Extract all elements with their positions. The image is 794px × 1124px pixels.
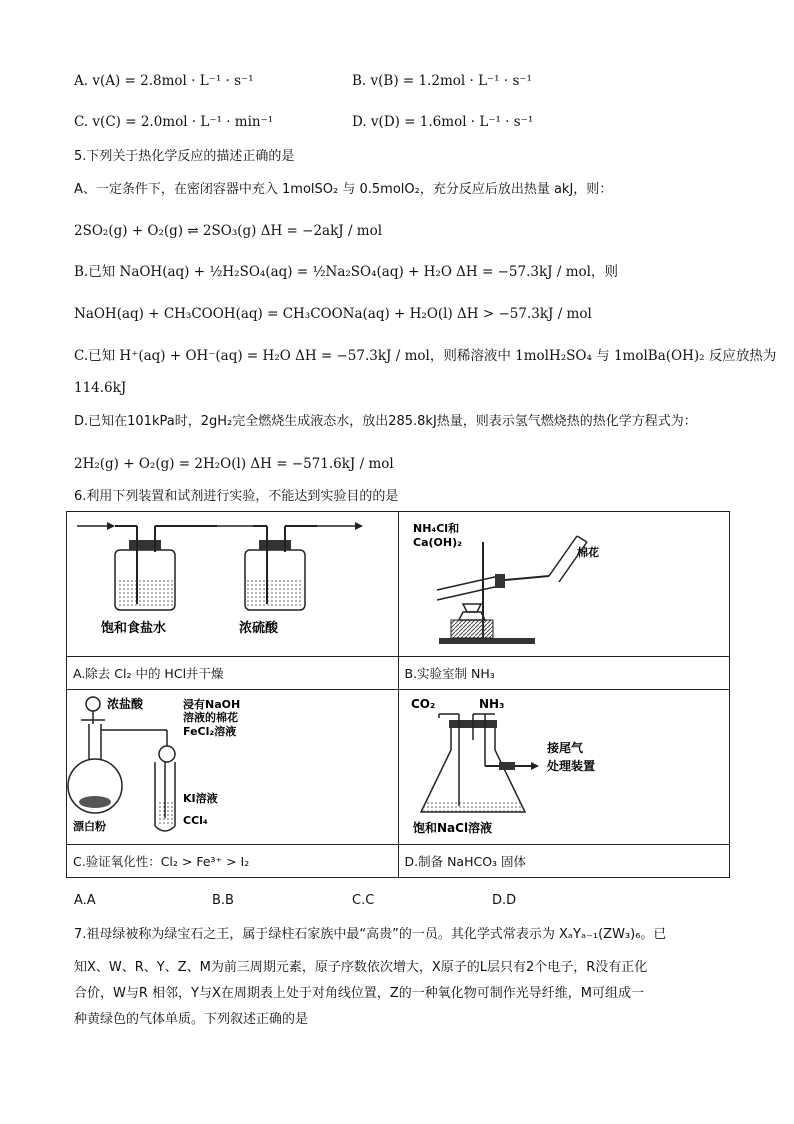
figure-b-cell <box>398 512 730 657</box>
label-naoh-cotton-2: 溶液的棉花 <box>183 711 238 724</box>
label-tail-gas-1: 接尾气 <box>546 741 583 755</box>
q4-option-c: C. v(C) = 2.0mol · L⁻¹ · min⁻¹ <box>74 114 274 130</box>
figure-c-caption: C.验证氧化性：Cl₂ > Fe³⁺ > I₂ <box>67 845 399 878</box>
q6-answer-a: A.A <box>74 893 96 908</box>
q7-line-1: 7.祖母绿被称为绿宝石之王，属于绿柱石家族中最“高贵”的一员。其化学式常表示为 XₐYₐ₋₁(ZW₃)₆。已 <box>74 927 667 942</box>
figure-a-gas-washing-bottles <box>67 512 397 652</box>
q4-option-a: A. v(A) = 2.8mol · L⁻¹ · s⁻¹ <box>74 73 254 89</box>
q5-option-b-equation: NaOH(aq) + CH₃COOH(aq) = CH₃COONa(aq) + H₂O(l) ΔH > −57.3kJ / mol <box>74 306 592 322</box>
figure-a-caption: A.除去 Cl₂ 中的 HCl并干燥 <box>67 657 399 690</box>
q6-apparatus-table <box>66 511 730 878</box>
q6-answer-d: D.D <box>492 893 517 908</box>
q7-line-3: 合价，W与R 相邻，Y与X在周期表上处于对角线位置，Z的一种氧化物可制作光导纤维，M可组成一 <box>74 986 644 1001</box>
label-caoh2: Ca(OH)₂ <box>412 536 462 549</box>
q5-option-b-text: B.已知 NaOH(aq) + ½H₂SO₄(aq) = ½Na₂SO₄(aq) + H₂O ΔH = −57.3kJ / mol，则 <box>74 264 618 280</box>
q6-stem: 6.利用下列装置和试剂进行实验，不能达到实验目的的是 <box>74 489 399 504</box>
label-co2: CO₂ <box>410 697 435 711</box>
q5-option-a-text: A、一定条件下，在密闭容器中充入 1molSO₂ 与 0.5molO₂，充分反应后放出热量 akJ，则： <box>74 182 613 197</box>
label-cotton: 棉花 <box>576 546 599 559</box>
q7-line-2: 知X、W、R、Y、Z、M为前三周期元素，原子序数依次增大，X原子的L层只有2个电子，R没有正化 <box>74 960 648 975</box>
q5-option-a-equation: 2SO₂(g) + O₂(g) ⇌ 2SO₃(g) ΔH = −2akJ / mol <box>74 223 383 239</box>
label-tail-gas-2: 处理装置 <box>546 759 595 773</box>
label-conc-sulfuric-acid: 浓硫酸 <box>239 621 279 636</box>
figure-b-ammonia-apparatus <box>399 512 729 652</box>
figure-c-cell <box>67 690 399 845</box>
figure-a-cell <box>67 512 399 657</box>
q5-option-d-text: D.已知在101kPa时，2gH₂完全燃烧生成液态水，放出285.8kJ热量，则表示氢气燃烧热的热化学方程式为： <box>74 414 697 429</box>
label-ccl4: CCl₄ <box>183 814 208 827</box>
figure-d-caption: D.制备 NaHCO₃ 固体 <box>398 845 730 878</box>
q5-option-c-continuation: 114.6kJ <box>74 380 127 396</box>
figure-d-nahco3-apparatus <box>399 690 729 840</box>
q5-option-c-text: C.已知 H⁺(aq) + OH⁻(aq) = H₂O ΔH = −57.3kJ / mol，则稀溶液中 1molH₂SO₄ 与 1molBa(OH)₂ 反应放热为 <box>74 348 777 364</box>
q4-option-d: D. v(D) = 1.6mol · L⁻¹ · s⁻¹ <box>352 114 534 130</box>
figure-d-cell <box>398 690 730 845</box>
q4-option-b: B. v(B) = 1.2mol · L⁻¹ · s⁻¹ <box>352 73 532 89</box>
q5-option-d-equation: 2H₂(g) + O₂(g) = 2H₂O(l) ΔH = −571.6kJ / mol <box>74 456 394 472</box>
label-nh4cl: NH₄Cl和 <box>412 522 459 535</box>
label-fecl2: FeCl₂溶液 <box>183 725 237 738</box>
q6-answer-b: B.B <box>212 893 234 908</box>
label-ki: KI溶液 <box>183 792 218 805</box>
label-naoh-cotton-1: 浸有NaOH <box>183 698 241 711</box>
figure-b-caption: B.实验室制 NH₃ <box>398 657 730 690</box>
q7-line-4: 种黄绿色的气体单质。下列叙述正确的是 <box>74 1012 309 1027</box>
q6-answer-c: C.C <box>352 893 375 908</box>
label-sat-nacl: 饱和NaCl溶液 <box>412 821 492 835</box>
figure-c-oxidation-apparatus <box>67 690 397 840</box>
label-saturated-brine: 饱和食盐水 <box>101 621 167 636</box>
label-bleaching-powder: 漂白粉 <box>73 820 106 833</box>
q5-stem: 5.下列关于热化学反应的描述正确的是 <box>74 149 295 164</box>
label-conc-hcl: 浓盐酸 <box>107 697 144 711</box>
label-nh3: NH₃ <box>478 697 504 711</box>
